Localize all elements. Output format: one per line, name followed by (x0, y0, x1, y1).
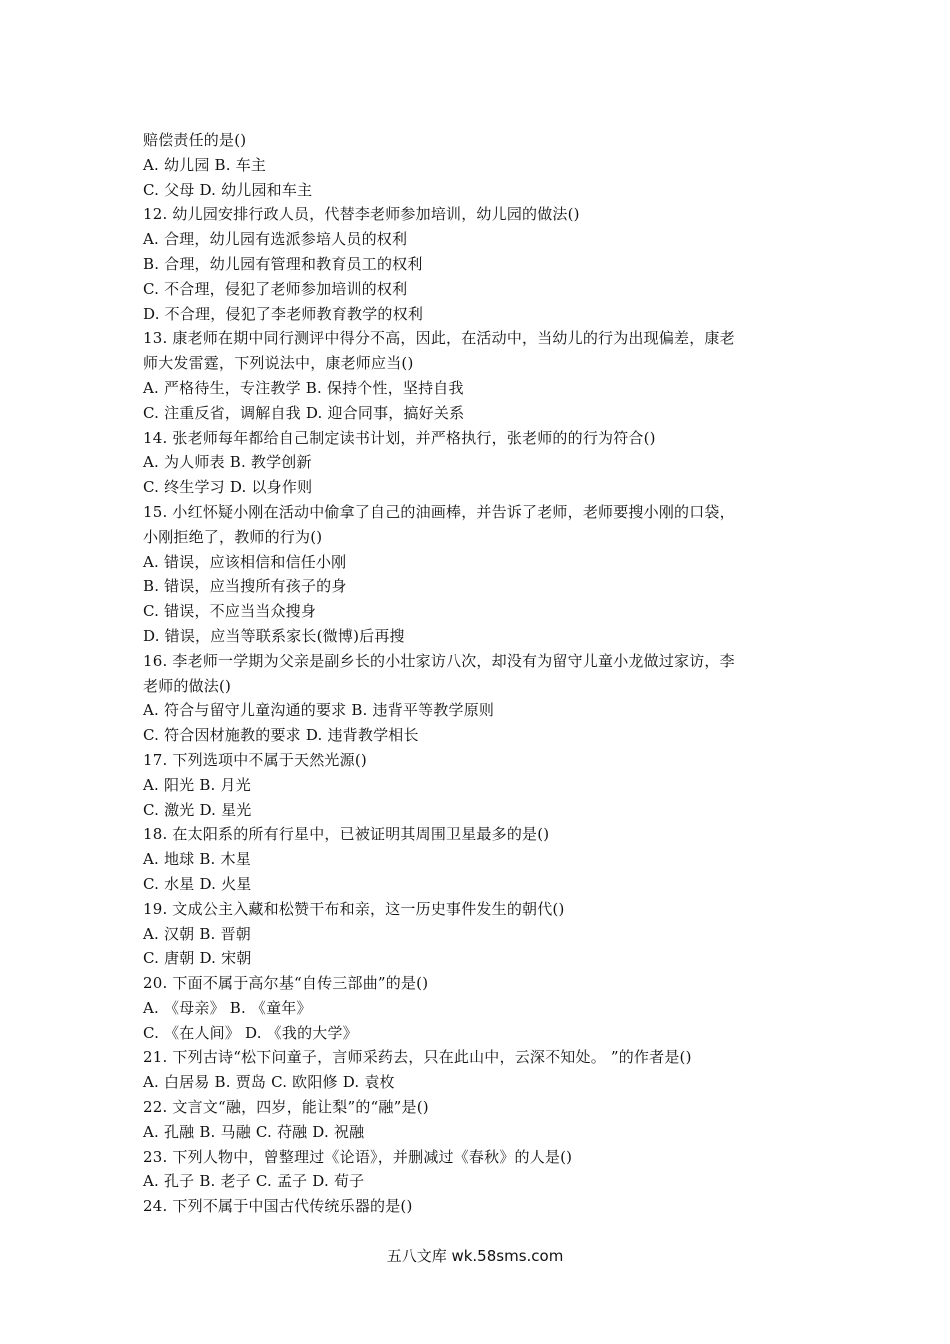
answer-options: C. 《在人间》 D. 《我的大学》 (143, 1023, 358, 1042)
answer-options: C. 唐朝 D. 宋朝 (143, 949, 252, 968)
question-15: 15. 小红怀疑小刚在活动中偷拿了自己的油画棒，并告诉了老师，老师要搜小刚的口袋， (143, 502, 735, 521)
page-footer: 五八文库 wk.58sms.com (386, 1247, 564, 1265)
question-12: 12. 幼儿园安排行政人员，代替李老师参加培训，幼儿园的做法() (143, 205, 580, 224)
question-16-continued: 老师的做法() (143, 676, 232, 695)
answer-options: C. 符合因材施教的要求 D. 违背教学相长 (143, 726, 419, 745)
answer-option-c: C. 错误，不应当当众搜身 (143, 602, 317, 621)
question-18: 18. 在太阳系的所有行星中，已被证明其周围卫星最多的是() (143, 825, 550, 844)
document-body (143, 128, 823, 1219)
answer-options: A. 阳光 B. 月光 (143, 775, 251, 794)
question-15-continued: 小刚拒绝了，教师的行为() (143, 527, 323, 546)
answer-options: C. 终生学习 D. 以身作则 (143, 478, 313, 497)
question-19: 19. 文成公主入藏和松赞干布和亲，这一历史事件发生的朝代() (143, 899, 565, 918)
answer-option-b: B. 错误，应当搜所有孩子的身 (143, 577, 347, 596)
answer-options: C. 激光 D. 星光 (143, 800, 252, 819)
text-line: 赔偿责任的是() (143, 131, 247, 149)
answer-options: A. 为人师表 B. 教学创新 (143, 453, 312, 472)
question-23: 23. 下列人物中，曾整理过《论语》，并删减过《春秋》的人是() (143, 1147, 573, 1166)
answer-options: A. 符合与留守儿童沟通的要求 B. 违背平等教学原则 (143, 701, 495, 720)
question-16: 16. 李老师一学期为父亲是副乡长的小壮家访八次，却没有为留守儿童小龙做过家访，李 (143, 651, 735, 670)
answer-options: A. 孔融 B. 马融 C. 苻融 D. 祝融 (143, 1122, 365, 1141)
question-17: 17. 下列选项中不属于天然光源() (143, 750, 367, 769)
question-24: 24. 下列不属于中国古代传统乐器的是() (143, 1197, 413, 1216)
question-22: 22. 文言文“融，四岁，能让梨”的“融”是() (143, 1098, 429, 1117)
answer-options: C. 水星 D. 火星 (143, 874, 252, 893)
question-13: 13. 康老师在期中同行测评中得分不高，因此，在活动中，当幼儿的行为出现偏差，康老 (143, 329, 735, 348)
answer-option-a: A. 错误，应该相信和信任小刚 (143, 552, 347, 571)
answer-options: A. 地球 B. 木星 (143, 850, 251, 869)
answer-option-d: D. 错误，应当等联系家长(微博)后再搜 (143, 626, 405, 645)
answer-options: A. 《母亲》 B. 《童年》 (143, 998, 312, 1017)
answer-options: A. 白居易 B. 贾岛 C. 欧阳修 D. 袁枚 (143, 1073, 395, 1092)
answer-options: A. 孔子 B. 老子 C. 孟子 D. 荀子 (143, 1172, 365, 1191)
answer-option-c: C. 不合理，侵犯了老师参加培训的权利 (143, 279, 408, 298)
question-13-continued: 师大发雷霆，下列说法中，康老师应当() (143, 354, 414, 373)
answer-option-d: D. 不合理，侵犯了李老师教育教学的权利 (143, 304, 424, 323)
answer-option-b: B. 合理，幼儿园有管理和教育员工的权利 (143, 254, 423, 273)
answer-options: A. 严格待生，专注教学 B. 保持个性，坚持自我 (143, 378, 464, 397)
question-20: 20. 下面不属于高尔基“自传三部曲”的是() (143, 974, 429, 993)
answer-options: A. 汉朝 B. 晋朝 (143, 924, 251, 943)
answer-options: A. 幼儿园 B. 车主 (143, 155, 267, 174)
question-21: 21. 下列古诗“松下问童子，言师采药去，只在此山中，云深不知处。 ”的作者是() (143, 1048, 692, 1067)
answer-options: C. 父母 D. 幼儿园和车主 (143, 180, 313, 199)
answer-option-a: A. 合理，幼儿园有选派参培人员的权利 (143, 230, 408, 249)
question-14: 14. 张老师每年都给自己制定读书计划，并严格执行，张老师的的行为符合() (143, 428, 656, 447)
answer-options: C. 注重反省，调解自我 D. 迎合同事，搞好关系 (143, 403, 465, 422)
